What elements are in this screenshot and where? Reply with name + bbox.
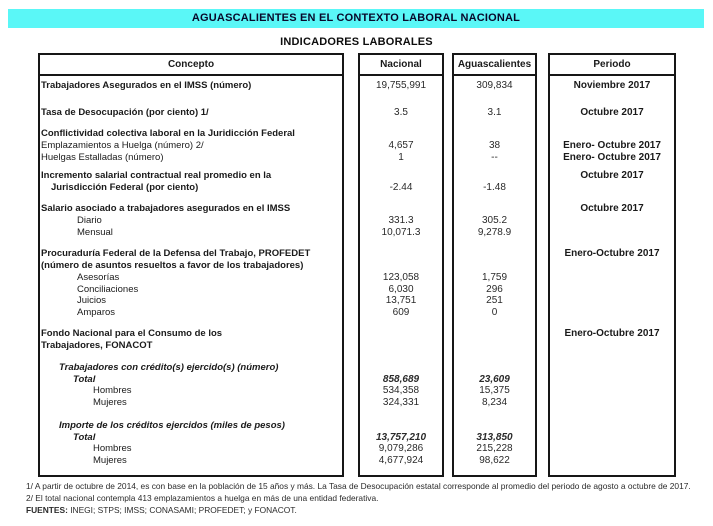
- row-5-periodo-value: Octubre 2017: [580, 170, 644, 181]
- row-2-label: Conflictividad colectiva laboral en la Juridicción Federal: [41, 128, 295, 139]
- row-4-nacional-value: 1: [398, 152, 404, 163]
- row-25-label: Mujeres: [93, 455, 127, 466]
- row-11-label: (número de asuntos resueltos a favor de los trabajadores): [41, 260, 304, 271]
- column-header-aguascalientes: Aguascalientes: [454, 55, 535, 76]
- row-9-nacional-value: 10,071.3: [381, 227, 421, 238]
- row-19-aguascalientes-value: 23,609: [479, 374, 510, 385]
- column-header-periodo: Periodo: [550, 55, 674, 76]
- row-21-label: Mujeres: [93, 397, 127, 408]
- row-3-label: Emplazamientos a Huelga (número) 2/: [41, 140, 204, 151]
- row-20-label: Hombres: [93, 385, 132, 396]
- row-22-label: Importe de los créditos ejercidos (miles de pesos): [59, 420, 285, 431]
- footnote-1: 1/ A partir de octubre de 2014, es con base en la población de 15 años y más. La Tasa de Desocupación estatal corresponde al promedio del periodo de agosto a octubre de 2017.: [26, 481, 691, 491]
- row-0-periodo-value: Noviembre 2017: [573, 80, 651, 91]
- row-24-label: Hombres: [93, 443, 132, 454]
- row-1-nacional-value: 3.5: [394, 107, 408, 118]
- row-14-aguascalientes-value: 251: [486, 295, 503, 306]
- row-23-nacional-value: 13,757,210: [375, 432, 427, 443]
- column-header-nacional: Nacional: [360, 55, 442, 76]
- row-15-nacional-value: 609: [392, 307, 410, 318]
- row-9-label: Mensual: [77, 227, 113, 238]
- row-15-aguascalientes-value: 0: [491, 307, 498, 318]
- row-20-aguascalientes-value: 15,375: [479, 385, 510, 396]
- row-8-aguascalientes-value: 305.2: [481, 215, 508, 226]
- banner-title: AGUASCALIENTES EN EL CONTEXTO LABORAL NACIONAL: [191, 12, 521, 24]
- row-3-nacional-value: 4,657: [388, 140, 414, 151]
- row-15-label: Amparos: [77, 307, 116, 318]
- row-24-nacional-value: 9,079,286: [378, 443, 424, 454]
- row-21-aguascalientes-value: 8,234: [481, 397, 508, 408]
- row-20-nacional-value: 534,358: [382, 385, 420, 396]
- row-14-label: Juicios: [77, 295, 107, 306]
- row-6-label: Jurisdicción Federal (por ciento): [51, 182, 199, 193]
- row-4-aguascalientes-value: --: [491, 152, 498, 163]
- row-16-periodo-value: Enero-Octubre 2017: [564, 328, 660, 339]
- row-9-aguascalientes-value: 9,278.9: [477, 227, 512, 238]
- column-header-concepto: Concepto: [40, 55, 342, 76]
- row-1-aguascalientes-value: 3.1: [487, 107, 502, 118]
- row-10-label: Procuraduría Federal de la Defensa del Trabajo, PROFEDET: [41, 248, 311, 259]
- row-25-nacional-value: 4,677,924: [378, 455, 424, 466]
- row-8-label: Diario: [77, 215, 102, 226]
- row-7-label: Salario asociado a trabajadores asegurados en el IMSS: [41, 203, 291, 214]
- row-0-label: Trabajadores Asegurados en el IMSS (número): [41, 80, 252, 91]
- sources-label: FUENTES:: [26, 505, 68, 515]
- row-0-nacional-value: 19,755,991: [375, 80, 427, 91]
- row-19-label: Total: [73, 374, 96, 385]
- row-13-aguascalientes-value: 296: [486, 284, 503, 295]
- row-10-periodo-value: Enero-Octubre 2017: [564, 248, 660, 259]
- row-12-nacional-value: 123,058: [382, 272, 420, 283]
- row-23-aguascalientes-value: 313,850: [476, 432, 513, 443]
- row-21-nacional-value: 324,331: [382, 397, 420, 408]
- row-13-nacional-value: 6,030: [388, 284, 414, 295]
- row-0-aguascalientes-value: 309,834: [476, 80, 513, 91]
- row-18-label: Trabajadores con crédito(s) ejercido(s) (número): [59, 362, 279, 373]
- row-4-periodo-value: Enero- Octubre 2017: [563, 152, 661, 163]
- row-6-aguascalientes-value: -1.48: [483, 182, 506, 193]
- row-8-nacional-value: 331.3: [388, 215, 414, 226]
- row-1-periodo-value: Octubre 2017: [580, 107, 644, 118]
- row-14-nacional-value: 13,751: [385, 295, 417, 306]
- row-3-aguascalientes-value: 38: [488, 140, 501, 151]
- row-25-aguascalientes-value: 98,622: [479, 455, 510, 466]
- row-3-periodo-value: Enero- Octubre 2017: [563, 140, 661, 151]
- table-title: INDICADORES LABORALES: [280, 36, 433, 48]
- row-17-label: Trabajadores, FONACOT: [41, 340, 153, 351]
- footnote-sources: [26, 505, 297, 515]
- row-4-label: Huelgas Estalladas (número): [41, 152, 164, 163]
- row-6-nacional-value: -2.44: [389, 182, 413, 193]
- row-16-label: Fondo Nacional para el Consumo de los: [41, 328, 223, 339]
- row-24-aguascalientes-value: 215,228: [476, 443, 513, 454]
- sources-text: INEGI; STPS; IMSS; CONASAMI; PROFEDET; y FONACOT.: [67, 505, 297, 515]
- row-12-aguascalientes-value: 1,759: [481, 272, 508, 283]
- row-7-periodo-value: Octubre 2017: [580, 203, 644, 214]
- row-1-label: Tasa de Desocupación (por ciento) 1/: [41, 107, 209, 118]
- row-13-label: Conciliaciones: [77, 284, 139, 295]
- row-23-label: Total: [73, 432, 96, 443]
- row-12-label: Asesorías: [77, 272, 120, 283]
- row-5-label: Incremento salarial contractual real promedio en la: [41, 170, 272, 181]
- footnote-2: 2/ El total nacional contempla 413 emplazamientos a huelga en más de una entidad federativa.: [26, 493, 379, 503]
- row-19-nacional-value: 858,689: [382, 374, 420, 385]
